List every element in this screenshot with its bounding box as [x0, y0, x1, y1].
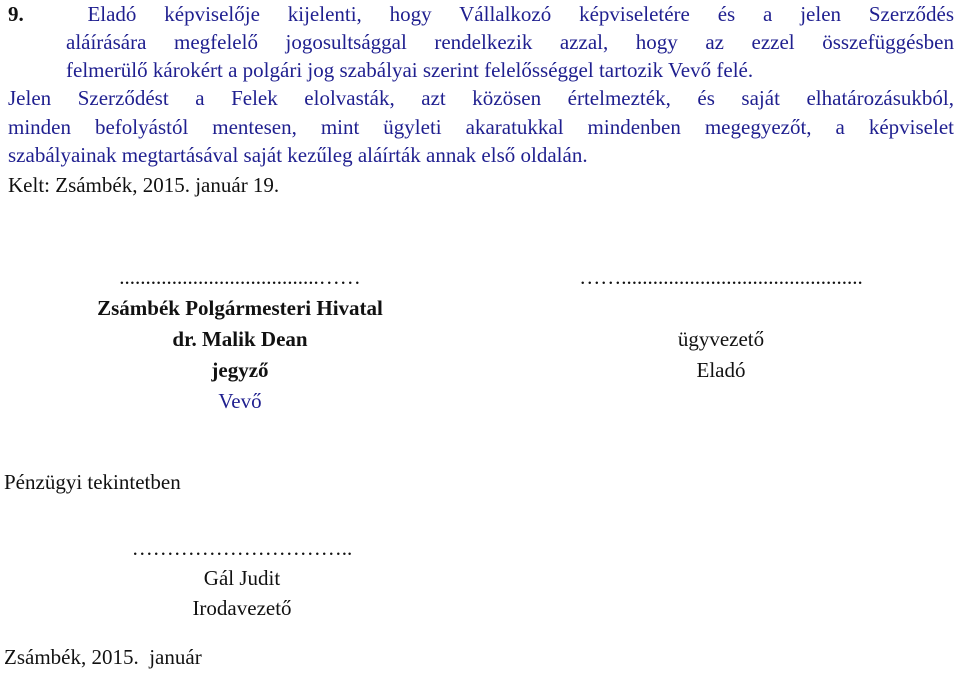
- closing-line-3: szabályainak megtartásával saját kezűleg aláírták annak első oldalán.: [8, 143, 588, 167]
- clause-9-line-2: aláírására megfelelő jogosultsággal rendelkezik azzal, hogy az ezzel összefüggésben: [66, 30, 954, 54]
- signing-date: Kelt: Zsámbék, 2015. január 19.: [8, 173, 280, 197]
- financial-signatory-name: Gál Judit: [203, 566, 281, 590]
- seller-signature-block: [536, 262, 906, 386]
- financial-heading: Pénzügyi tekintetben: [4, 470, 181, 494]
- financial-signatory-title: Irodavezető: [192, 596, 292, 620]
- clause-9-text-1: Eladó képviselője kijelenti, hogy Vállalkozó képviseletére és a jelen Szerződés: [87, 2, 954, 26]
- buyer-signature-block: [60, 262, 420, 417]
- financial-signature-line: …………………………..: [131, 536, 353, 560]
- buyer-role: Vevő: [218, 389, 262, 413]
- closing-line-1: Jelen Szerződést a Felek elolvasták, azt közösen értelmezték, és saját elhatározásukból,: [8, 86, 954, 110]
- buyer-organization: Zsámbék Polgármesteri Hivatal: [97, 296, 383, 320]
- footer-date: Zsámbék, 2015. január: [4, 645, 202, 669]
- seller-signature-line: ……..............................................: [579, 265, 863, 289]
- buyer-signatory-name: dr. Malik Dean: [172, 327, 308, 351]
- financial-signature-block: [60, 533, 424, 623]
- buyer-signature-line: ......................................……: [119, 265, 361, 289]
- clause-9-line-3: felmerülő károkért a polgári jog szabályai szerint felelősséggel tartozik Vevő felé.: [66, 58, 754, 82]
- clause-number: 9.: [8, 2, 24, 26]
- seller-role: Eladó: [696, 358, 746, 382]
- closing-line-2: minden befolyástól mentesen, mint ügyleti akaratukkal mindenben megegyezőt, a képviselet: [8, 115, 954, 139]
- buyer-signatory-title: jegyző: [211, 358, 269, 382]
- clause-9-line-1: [8, 1, 954, 28]
- seller-signatory-title: ügyvezető: [677, 327, 765, 351]
